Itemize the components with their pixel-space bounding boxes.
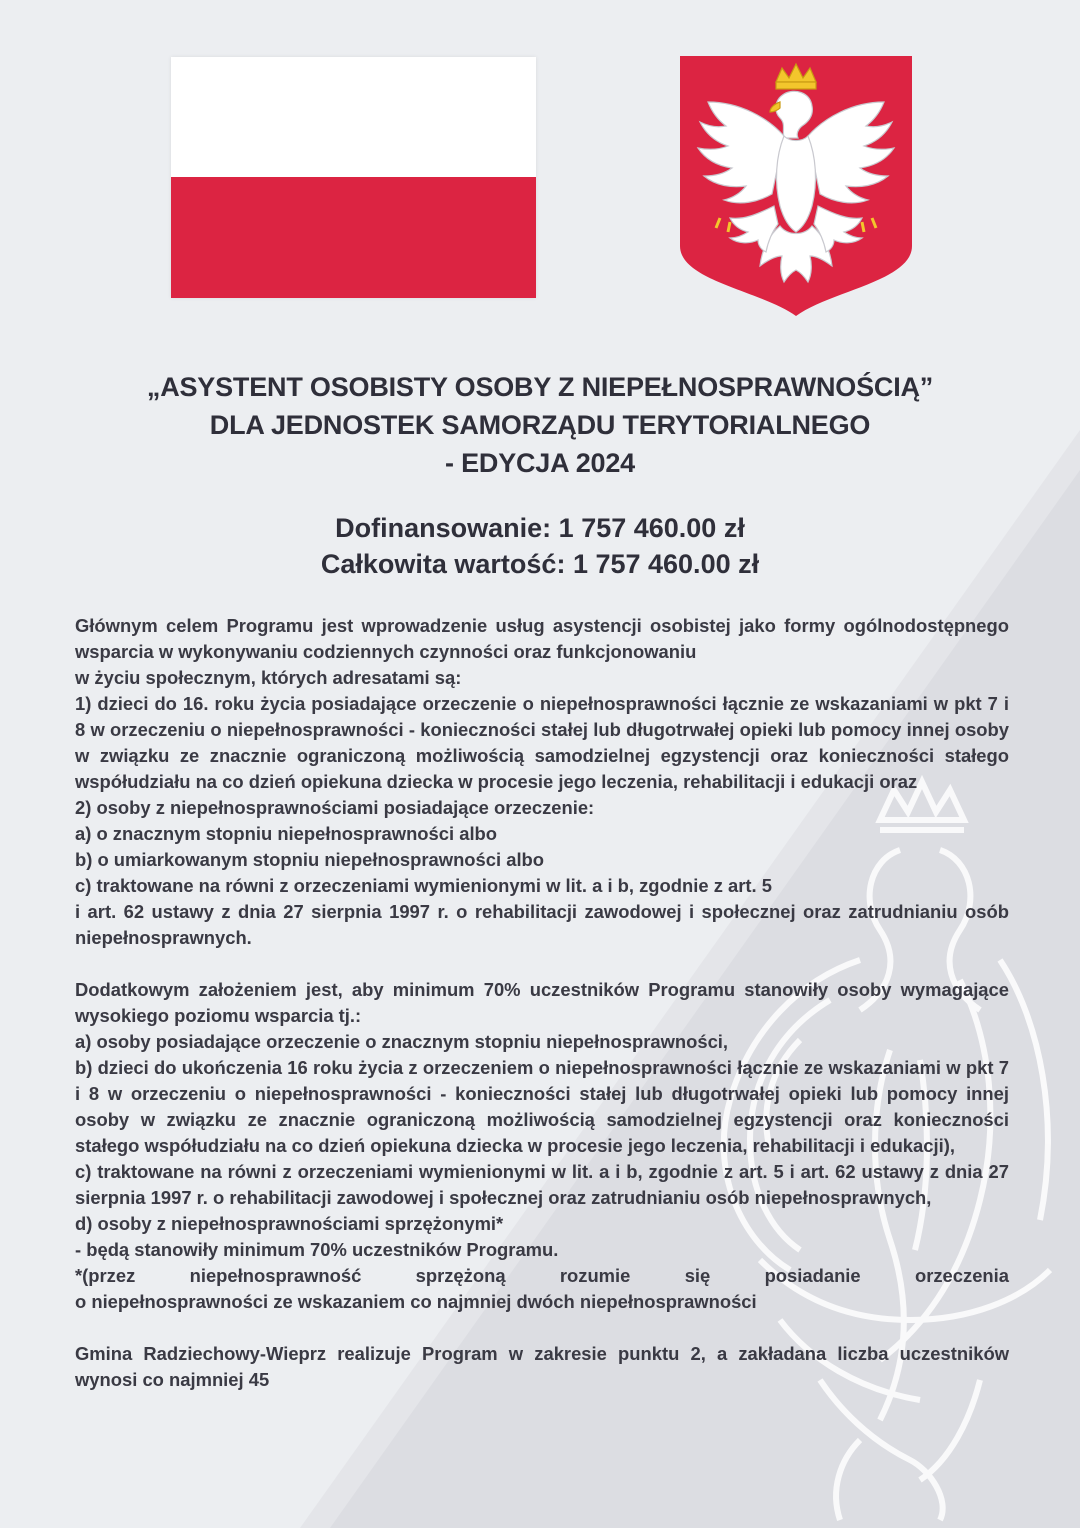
section2-intro: Dodatkowym założeniem jest, aby minimum 70% uczestników Programu stanowiły osoby wymagające wysokiego poziomu wsparcia tj.: xyxy=(75,979,1009,1026)
section1-item-2c-continued: i art. 62 ustawy z dnia 27 sierpnia 1997 r. o rehabilitacji zawodowej i społecznej oraz zatrudnianiu osób niepełnosprawnych. xyxy=(75,901,1009,948)
title-line-2: DLA JEDNOSTEK SAMORZĄDU TERYTORIALNEGO xyxy=(209,410,871,440)
title-line-3: - EDYCJA 2024 xyxy=(445,448,635,478)
section1-item-2c: c) traktowane na równi z orzeczeniami wymienionymi w lit. a i b, zgodnie z art. 5 xyxy=(75,875,772,896)
flag-red-stripe xyxy=(171,177,536,298)
flag-white-stripe xyxy=(171,57,536,177)
program-description xyxy=(75,613,1009,1393)
section2-summary: - będą stanowiły minimum 70% uczestników Programu. xyxy=(75,1239,559,1260)
section1-item-2: 2) osoby z niepełnosprawnościami posiadające orzeczenie: xyxy=(75,797,595,818)
section2-item-c: c) traktowane na równi z orzeczeniami wymienionymi w lit. a i b, zgodnie z art. 5 i art. 62 ustawy z dnia 27 sierpnia 1997 r. o rehabilitacji zawodowej i społecznej oraz zatrudnianiu osób niepełnosprawnych, xyxy=(75,1161,1009,1208)
closing-statement: Gmina Radziechowy-Wieprz realizuje Program w zakresie punktu 2, a zakładana liczba uczestników wynosi co najmniej 45 xyxy=(75,1343,1009,1390)
footnote-line-1: *(przez niepełnosprawność sprzężoną rozumie się posiadanie orzeczenia xyxy=(75,1265,1009,1286)
section2-item-d: d) osoby z niepełnosprawnościami sprzężonymi* xyxy=(75,1213,504,1234)
polish-flag xyxy=(171,57,536,298)
section1-intro-2: w życiu społecznym, których adresatami są: xyxy=(75,667,462,688)
section1-intro: Głównym celem Programu jest wprowadzenie usług asystencji osobistej jako formy ogólnodostępnego wsparcia w wykonywaniu codziennych czynności oraz funkcjonowaniu xyxy=(75,615,1009,662)
funding-block xyxy=(60,510,1020,582)
footnote-line-2: o niepełnosprawności ze wskazaniem co najmniej dwóch niepełnosprawności xyxy=(75,1291,757,1312)
total-value: Całkowita wartość: 1 757 460.00 zł xyxy=(320,549,760,579)
section2-item-b: b) dzieci do ukończenia 16 roku życia z orzeczeniem o niepełnosprawności łącznie ze wskazaniami w pkt 7 i 8 w orzeczeniu o niepełnosprawności - konieczności stałej lub długotrwałej opieki lub pomocy innej osoby w związku ze znacznie ograniczoną możliwością samodzielnej egzystencji oraz konieczności stałego współudziału na co dzień opiekuna dziecka w procesie jego leczenia, rehabilitacji i edukacji), xyxy=(75,1057,1009,1156)
section1-item-2b: b) o umiarkowanym stopniu niepełnosprawności albo xyxy=(75,849,545,870)
page-title xyxy=(60,368,1020,482)
polish-eagle-emblem-icon xyxy=(680,56,912,316)
funding-amount: Dofinansowanie: 1 757 460.00 zł xyxy=(335,513,745,543)
section2-item-a: a) osoby posiadające orzeczenie o znacznym stopniu niepełnosprawności, xyxy=(75,1031,729,1052)
title-line-1: „ASYSTENT OSOBISTY OSOBY Z NIEPEŁNOSPRAWNOŚCIĄ” xyxy=(146,372,934,402)
spacer xyxy=(75,951,1009,977)
section1-item-1: 1) dzieci do 16. roku życia posiadające orzeczenie o niepełnosprawności łącznie ze wskazaniami w pkt 7 i 8 w orzeczeniu o niepełnosprawności - konieczności stałej lub długotrwałej opieki lub pomocy innej osoby w związku ze znacznie ograniczoną możliwością samodzielnej egzystencji oraz konieczności stałego współudziału na co dzień opiekuna dziecka w procesie jego leczenia, rehabilitacji i edukacji oraz xyxy=(75,693,1009,792)
section1-item-2a: a) o znacznym stopniu niepełnosprawności albo xyxy=(75,823,498,844)
